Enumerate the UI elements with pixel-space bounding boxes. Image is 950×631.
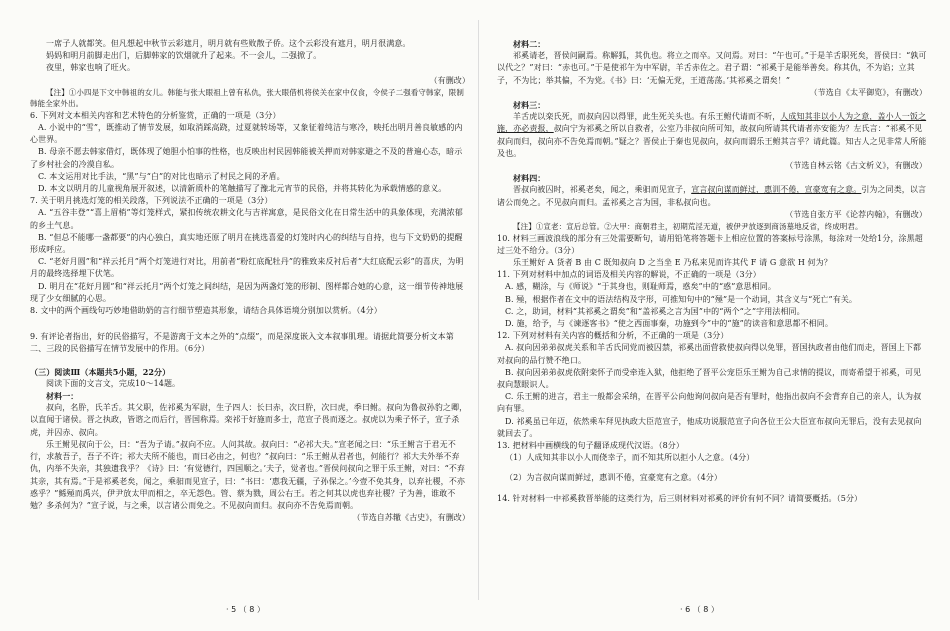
question-10: 10. 材料三画波浪线的部分有三处需要断句，请用铅笔将答题卡上相应位置的答案标号涂黑，每涂对一处给1分，涂黑超过三处不给分。（3分） <box>497 233 923 255</box>
question-13-part-1: （1）人成知其非以小人而侥幸子，而不知其所以拒小人之意。（4分） <box>505 453 755 463</box>
right-page <box>497 38 927 505</box>
option-7b: B. “但总不能哪一盏都要”的内心独白，真实地还原了明月在挑选喜爱的灯笼时内心的纠结与自持，也与下文奶奶的提醒形成呼应。 <box>30 232 463 255</box>
material-2-title: 材料二： <box>513 39 546 49</box>
material-2-source: （节选自《太平御览》，有删改） <box>809 87 927 97</box>
question-14: 14. 针对材料一中祁奚救晋举能的这类行为，后三则材料对祁奚的评价有何不同？请简要概括。（5分） <box>497 493 863 503</box>
material-note: 【注】①宣老：宣后总管。②大甲：商朝君主，初期荒淫无道，被伊尹放逐到商汤墓地反省，终成明君。 <box>513 222 863 232</box>
option-6a: A. 小说中的“雪”，既推动了情节发展，如取消踩高跷，过夏就转场等，又象征着纯洁与寒冷，映托出明月善良敏感的内心世界。 <box>30 123 463 145</box>
right-page-number: · 6 （ 8 ） <box>680 605 719 614</box>
material-3-text-c: 公室乃非叔向所可知，故叔向所请其代请者亦安能为？左氏言：“祁奚不见叔向而归，叔向亦不告免焉而朝。”疑之？晋侯止于秦也见叔向，叔向而谓乐王鲋其言乎？请此篇。知古人之见非常人所能及也。 <box>497 124 927 158</box>
story-line: 妈妈和明月前脚走出门，后脚韩家的饮烟就升了起来。不一会儿，二强掀了。 <box>46 51 322 61</box>
material-4-underline: 宣言叔向谋而鲜过，惠训不倦，宣豪宽有之意。 <box>691 185 862 195</box>
material-4-source: （节选自张方平《论荐内翰》，有删改） <box>785 209 927 219</box>
question-9: 9. 有评论者指出，好的民俗描写，不是游离于文本之外的“点缀”，而是深度嵌入文本叙事肌理。请据此简要分析文本第二、三段的民俗描写在情节发展中的作用。（6分） <box>30 332 454 354</box>
material-1-para-1: 叔向，名肸，氏羊舌。其父职，佐祁奚为军尉，生子四人：长曰赤，次曰肸，次曰虎，季曰鲋。叔向为鲁叔孙豹之卿，以直闻于诸侯。晋之执政，皆谘之而后行，晋国称焉。栾祁于好施而多士，范宣子畏而逐之。叔虎以为乘子怀子，宣子杀虎，并囚赤、叔向。 <box>30 403 468 437</box>
question-10-sentence: 乐王鲋好 A 货者 B 由 C 既知叔向 D 之当坐 E 乃私来见而许其代 F 请 G 意欲 H 何为？ <box>513 257 832 267</box>
section-instruction: 阅读下面的文言文，完成10～14题。 <box>46 378 181 388</box>
option-7c: C. “老好月圆”和“祥云托月”两个灯笼进行对比，用前者“粉红底配牡丹”的雅致来反衬后者“大红底配云彩”的喜庆，为明月的最终选择埋下伏笔。 <box>30 257 464 279</box>
material-1-source: （节选自苏辙《古史》，有删改） <box>352 513 470 523</box>
question-11: 11. 下列对材料中加点的词语及相关内容的解说，不正确的一项是（3分） <box>497 270 761 280</box>
question-13: 13. 把材料中画横线的句子翻译成现代汉语。（8分） <box>497 441 684 450</box>
option-6c: C. 本文运用对比手法，“黑”与“白”的对比也暗示了村民之间的矛盾。 <box>38 171 285 181</box>
material-2-text: 祁奚请老，晋侯问嗣焉。称解狐，其仇也。将立之而卒。又问焉。对曰：“午也可。”于是羊舌职死矣，晋侯曰：“孰可以代之？”对曰：“赤也可。”于是使祁午为中军尉，羊舌赤佐之。君子谓：“祁奚于是能举善矣。称其仇，不为谄；立其子，不为比；举其偏，不为党。《书》曰：‘无偏无党，王道荡荡。’其祁奚之谓矣！” <box>497 51 927 85</box>
material-4-text <box>497 184 927 208</box>
material-3-text-a: 羊舌虎以栾氏死，而叔向囚以得罪，此生死关头也。有乐王鲋代请而不听， <box>513 112 781 122</box>
material-3-underline: 人成知其非以小人为之意，盖小人一饭之施，亦必责报， <box>497 112 927 134</box>
option-12d: D. 祁奚虽已年迈，依然乘车拜见执政大臣范宣子，他成功说服范宣子向各位王公大臣宣布叔向无罪后，没有去见叔向就回去了。 <box>497 416 922 438</box>
annotation: 【注】①小四是下文中韩祖的女儿。韩能与张大眼祖上曾有私仇，张大眼借机将侯关在家中仅食，令侯子二强看守韩家，限制韩能全家外出。 <box>30 87 464 109</box>
option-11d: D. 施，给予，与《谏逐客书》“使之西面事秦，功施到今”中的“施”的读音和意思都不相同。 <box>505 318 833 328</box>
option-6b: B. 母亲不愿去韩家借灯，既体现了她胆小怕事的性格，也反映出村民因韩能被关押而对韩家避之不及的普遍心态，暗示了乡村社会的冷漠自私。 <box>30 147 463 169</box>
option-11a: A. 感，糊涂，与《师说》“于其身也，则耻师焉，惑矣”中的“惑”意思相同。 <box>505 282 776 292</box>
option-7a: A. “五谷丰登”“喜上眉梢”等灯笼样式，紧扣传统农耕文化与吉祥寓意，是民俗文化在日常生活中的具象体现，充满浓郁的乡土气息。 <box>30 208 463 230</box>
section-heading: （三）阅读Ⅲ（本题共5小题，22分） <box>30 366 171 377</box>
material-4-text-a: 晋叔向被囚时，祁奚老矣，闻之，乘驲而见宣子， <box>513 185 692 195</box>
story-line: 一席子人就都笑。但凡想起中秋节云彩遮月，明月就有些败散子侨。这个云彩没有遮月，明月很满意。 <box>46 39 411 48</box>
option-6d: D. 本文以明月的儿童视角展开叙述，以清新质朴的笔触描写了豫北元宵节的民俗，并将其转化为承载情感的意义。 <box>38 184 447 194</box>
question-8: 8. 文中的两个画线句巧妙地借助奶的言行细节塑造其形象，请结合具体语境分别加以赏析。（4分） <box>30 306 382 316</box>
option-12b: B. 叔向因弟弟叔虎依附栾怀子而受牵连入狱，他拒绝了晋平公宠臣乐王鲋为自己求情的提议，而寄希望于祁奚，可见叔向慧眼识人。 <box>497 367 922 389</box>
source-note: （有删改） <box>429 75 470 85</box>
left-page <box>30 38 470 524</box>
material-1-title: 材料一： <box>46 391 79 402</box>
question-13-part-2: （2）为言叔向谋而鲜过，惠训不倦，宜豪宽有之意。（4分） <box>505 473 722 483</box>
page-divider <box>478 20 479 600</box>
material-3-title: 材料三： <box>513 100 546 111</box>
question-7: 7. 关于明月挑选灯笼的相关段落，下列说法不正确的一项是（3分） <box>30 196 273 206</box>
material-3-text-b: 叔向宁为祁奚之所以自救者， <box>553 124 660 134</box>
story-line: 夜里，韩家也响了旺火。 <box>46 63 136 73</box>
material-3-text <box>497 111 927 160</box>
option-7d: D. 明月在“花好月圆”和“祥云托月”两个灯笼之间纠结，是因为两盏灯笼的形制、图样都合她的心意，这一细节传神地展现了少女细腻的心思。 <box>30 281 464 303</box>
option-12a: A. 叔向因弟弟叔虎关系和羊舌氏同党而被囚禁，祁奚出面营救使叔向得以免罪，晋国执政者由他们而走，晋国上下都对叔向的品行赞不绝口。 <box>497 343 922 365</box>
material-1-para-2: 乐王鲋见叔向于公，曰：“吾为子请。”叔向不应。人问其故。叔向曰：“必祁大夫。”宣老闻之曰：“乐王鲋言于君无不行，求赦吾子，吾子不许；祁大夫所不能也，而曰必由之，何也？”叔向曰：“乐王鲋从君者也，何能行？祁大夫外举不弃仇，内举不失亲，其独遗我乎？《诗》曰：‘有觉德行，四国顺之。’夫子，觉者也。”晋侯问叔向之罪于乐王鲋，对曰：“不弃其亲，其有焉。”于是祁奚老矣，闻之，乘驲而见宣子，曰：“书曰：‘惠我无疆，子孙保之。’今壹不免其身，以弃社稷，不亦惑乎？”鲧殛而禹兴，伊尹放太甲而相之，卒无怨色。管、蔡为戮，周公右王。若之何其以虎也弃社稷？子为善，谁敢不勉？多杀何为？”宣子说，与之乘，以言诸公而免之。不见叔向而归。叔向亦不告免焉而朝。 <box>30 439 465 510</box>
option-11c: C. 之，助词，材料“其祁奚之谓矣”和“盖祁奚之言为国”中的“两个“之”字用法相同。 <box>505 306 805 316</box>
material-3-source: （节选自林云铭《古文析义》，有删改） <box>785 161 927 171</box>
question-12: 12. 下列对材料有关内容的概括和分析，不正确的一项是（3分） <box>497 331 729 341</box>
left-page-number: · 5 （ 8 ） <box>226 605 265 614</box>
option-11b: B. 殛，根据作者在文中的语法结构及字形，可推知句中的“殛”是一个动词，其含义与“死亡”有关。 <box>505 294 858 304</box>
option-12c: C. 乐王鲋的进言，君主一般都会采纳，在晋平公向他询问叔向是否有罪时，他指出叔向不会背弃自己的亲人，认为叔向有罪。 <box>497 392 922 414</box>
question-6: 6. 下列对文本相关内容和艺术特色的分析鉴赏，正确的一项是（3分） <box>30 110 281 120</box>
material-4-text-b: 引为之同类，以言诸公而免之。不见叔向而归。孟祁奚之言为国，非私叔向也。 <box>497 185 927 207</box>
material-4-title: 材料四： <box>513 173 546 184</box>
